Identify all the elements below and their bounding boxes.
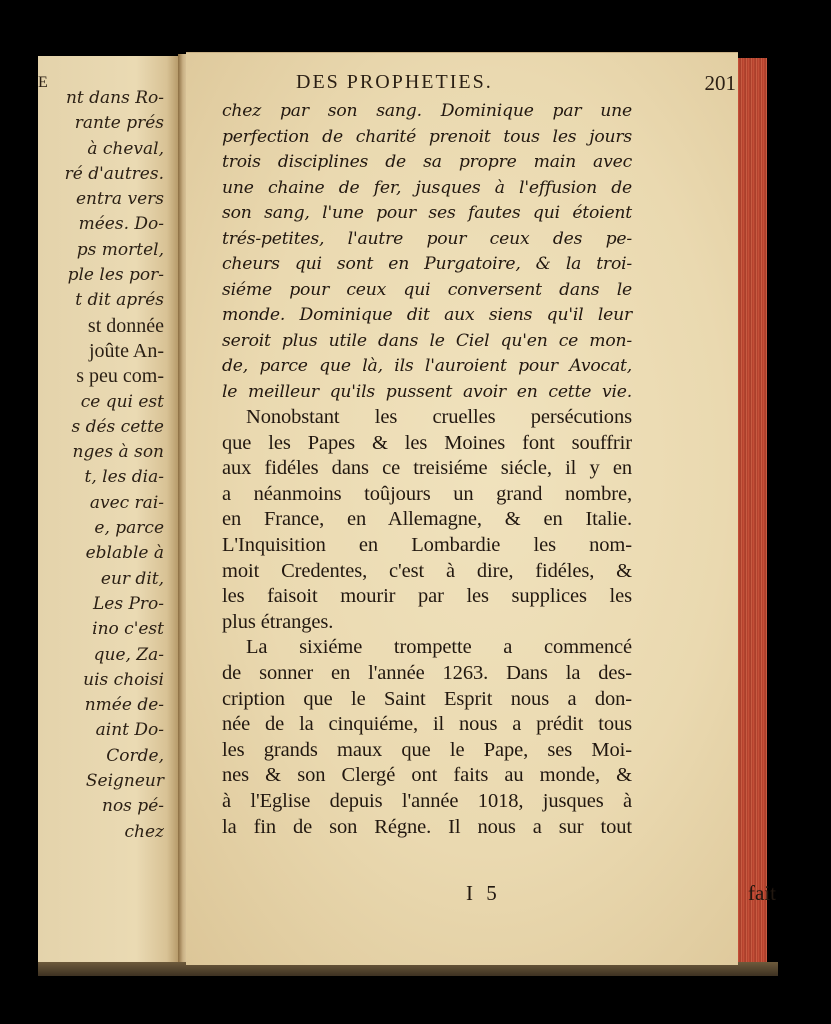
text-line: les grands maux que le Pape, ses Moi- [222, 738, 632, 761]
left-text-line: eur dit, [100, 568, 164, 589]
text-line: moit Credentes, c'est à dire, fidéles, & [222, 559, 632, 582]
text-line: que les Papes & les Moines font souffrir [222, 431, 632, 454]
left-text-line: avec rai- [89, 492, 164, 513]
left-text-line: t, les dia- [84, 467, 164, 488]
text-line: perfection de charité prenoit tous les jours [222, 126, 632, 147]
page-number: 201 [704, 71, 736, 95]
left-page-text [65, 86, 164, 845]
left-text-line: ino c'est [92, 619, 164, 640]
left-text-line: mées. Do- [78, 214, 164, 235]
left-text-line: nt dans Ro- [65, 88, 164, 108]
left-text-line: nges à son [72, 442, 164, 463]
text-line: trois disciplines de sa propre main avec [222, 152, 632, 172]
left-running-head-fragment: E [38, 74, 49, 91]
text-line: Nonobstant les cruelles persécutions [246, 406, 632, 428]
left-text-line: s peu com- [76, 365, 164, 388]
left-text-line: eblable à [85, 543, 164, 564]
left-text-line: nos pé- [102, 796, 164, 817]
left-text-line: rante prés [74, 113, 164, 134]
left-text-line: Les Pro- [92, 593, 164, 614]
left-text-line: nmée de- [84, 695, 164, 716]
right-page [186, 52, 776, 965]
text-line: plus étranges. [222, 610, 334, 633]
text-line: les faisoit mourir par les supplices les [222, 585, 632, 608]
catchword: fait [748, 881, 776, 905]
left-page [38, 56, 179, 968]
left-text-line: chez [124, 821, 164, 842]
left-text-line: ré d'autres. [64, 163, 164, 184]
paragraph-persecutions [222, 405, 632, 635]
text-line: seroit plus utile dans le Ciel qu'en ce mon- [222, 330, 632, 351]
text-line: de sonner en l'année 1263. Dans la des- [222, 661, 632, 684]
left-text-line: ple les por- [67, 265, 164, 286]
text-line: la fin de son Régne. Il nous a sur tout [222, 815, 632, 838]
left-text-line: Seigneur [85, 771, 164, 792]
paragraph-sixth-trumpet [222, 635, 632, 840]
text-line: L'Inquisition en Lombardie les nom- [222, 533, 632, 556]
text-line: son sang, l'une pour ses fautes qui étoient [222, 203, 632, 223]
signature-mark: I 5 [466, 881, 501, 905]
left-text-line: que, Za- [93, 644, 164, 665]
text-line: a néanmoins toûjours un grand nombre, [222, 482, 632, 505]
left-text-line: t dit aprés [75, 290, 164, 311]
text-line: en France, en Allemagne, & en Italie. [222, 508, 632, 531]
text-line: une chaine de fer, jusques à l'effusion de [222, 177, 632, 198]
text-line: née de la cinquiéme, il nous a prédit tous [222, 713, 632, 736]
text-line: aux fidéles dans ce treisiéme siécle, il y en [222, 457, 632, 480]
open-book [38, 44, 788, 980]
left-text-line: à cheval, [87, 138, 164, 159]
text-line: chez par son sang. Dominique par une [222, 101, 632, 121]
left-text-line: aint Do- [95, 720, 164, 741]
text-line: siéme pour ceux qui conversent dans le [222, 279, 632, 300]
text-line: monde. Dominique dit aux siens qu'il leur [222, 305, 632, 325]
text-line: cheurs qui sont en Purgatoire, & la troi- [222, 254, 632, 274]
running-head-title: DES PROPHETIES. [296, 71, 493, 93]
left-text-line: s dés cette [71, 416, 164, 437]
left-text-line: entra vers [75, 189, 164, 210]
italic-passage [222, 99, 632, 405]
left-text-line: Corde, [106, 745, 164, 766]
text-line: le meilleur qu'ils pussent avoir en cette vie. [222, 381, 632, 402]
text-line: trés-petites, l'autre pour ceux des pe- [222, 228, 632, 249]
left-text-line: st donnée [87, 314, 164, 337]
left-text-line: e, parce [94, 518, 164, 539]
text-line: cription que le Saint Esprit nous a don- [222, 687, 632, 710]
page-body [222, 99, 632, 840]
text-line: de, parce que là, ils l'auroient pour Avocat, [222, 356, 632, 376]
text-line: à l'Eglise depuis l'année 1018, jusques à [222, 789, 632, 812]
red-page-edges [736, 58, 767, 966]
text-line: nes & son Clergé ont faits au monde, & [222, 764, 632, 787]
left-text-line: uis choisi [83, 669, 164, 690]
left-text-line: ce qui est [80, 391, 164, 412]
left-text-line: ps mortel, [76, 239, 164, 260]
left-text-line: joûte An- [89, 339, 164, 362]
text-line: La sixiéme trompette a commencé [246, 636, 632, 659]
